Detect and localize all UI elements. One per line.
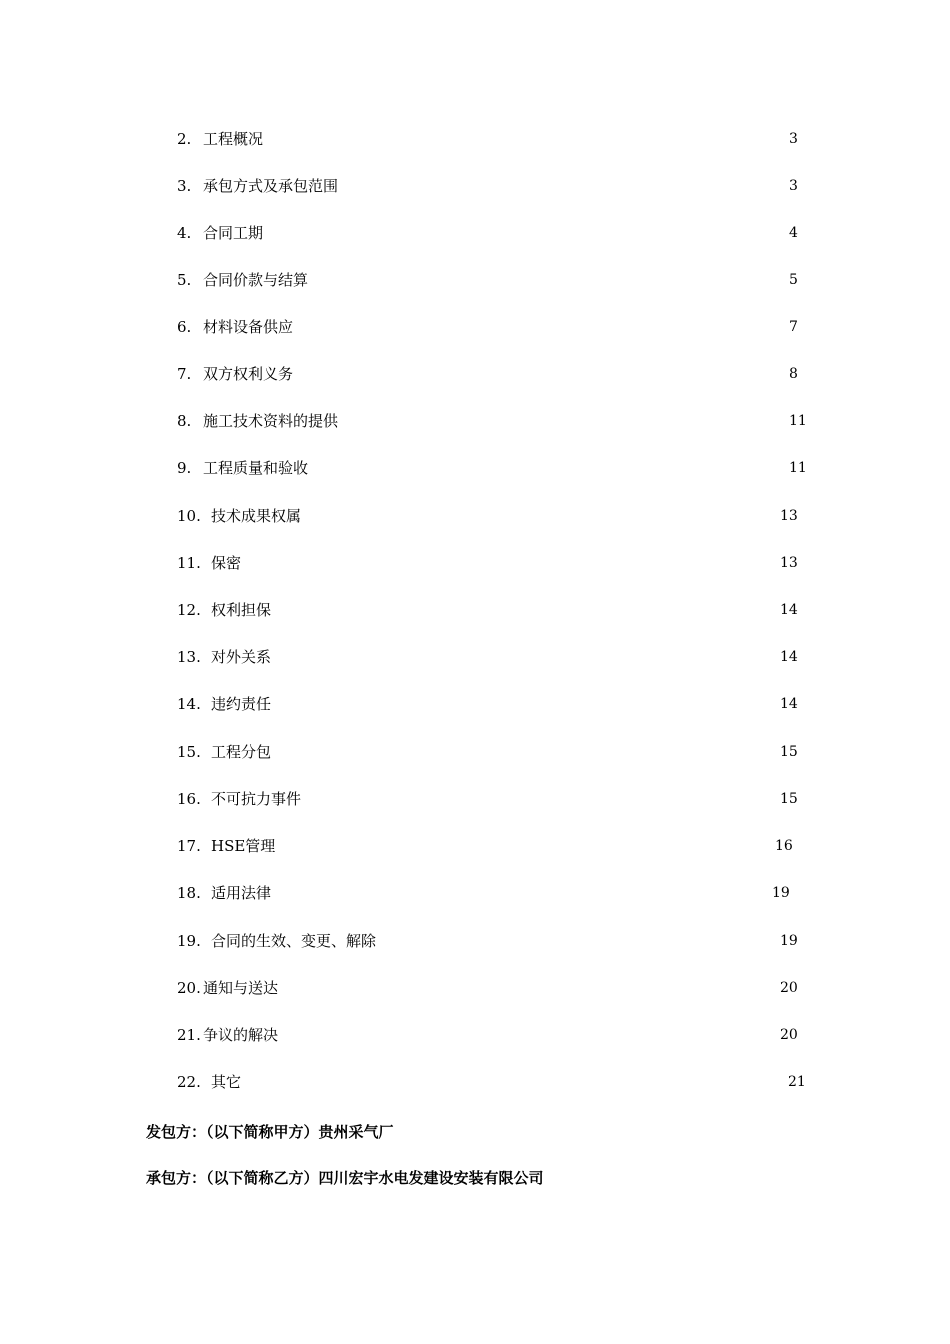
toc-page-number: 7 <box>789 319 798 335</box>
toc-leader-dots <box>242 551 763 575</box>
toc-number: 22. <box>177 1073 201 1091</box>
toc-row <box>177 504 827 528</box>
toc-leader-dots <box>302 504 747 528</box>
toc-number: 16. <box>177 790 201 808</box>
toc-number: 11. <box>177 554 201 572</box>
toc-leader-dots <box>272 740 747 764</box>
toc-row <box>177 1023 827 1047</box>
toc-page-number: 3 <box>789 178 798 194</box>
toc-row <box>177 787 827 811</box>
toc-row <box>177 598 827 622</box>
toc-page-number: 21 <box>788 1074 806 1090</box>
toc-row <box>177 929 827 953</box>
toc-title: 材料设备供应 <box>203 318 294 336</box>
toc-leader-dots <box>309 456 772 480</box>
toc-row <box>177 740 827 764</box>
toc-number: 10. <box>177 507 201 525</box>
toc-row <box>177 268 827 292</box>
toc-leader-dots <box>242 1070 764 1094</box>
toc-title: 施工技术资料的提供 <box>203 412 339 430</box>
toc-title: 工程分包 <box>211 743 272 761</box>
employer-line: 发包方：（以下简称甲方）贵州采气厂 <box>146 1123 394 1141</box>
toc-title: 承包方式及承包范围 <box>203 177 339 195</box>
toc-leader-dots <box>294 362 772 386</box>
toc-row <box>177 456 827 480</box>
toc-row <box>177 881 827 905</box>
toc-page-number: 11 <box>789 413 807 429</box>
toc-page-number: 15 <box>780 744 798 760</box>
toc-title: 工程概况 <box>203 130 264 148</box>
toc-number: 19. <box>177 932 201 950</box>
toc-row <box>177 315 827 339</box>
toc-number: 8. <box>177 412 192 430</box>
toc-row <box>177 409 827 433</box>
toc-leader-dots <box>272 598 763 622</box>
toc-row <box>177 174 827 198</box>
toc-title: 通知与送达 <box>203 979 279 997</box>
toc-row <box>177 362 827 386</box>
contractor-line: 承包方：（以下简称乙方）四川宏宇水电发建设安装有限公司 <box>146 1169 544 1187</box>
toc-page-number: 14 <box>780 696 798 712</box>
toc-leader-dots <box>309 268 772 292</box>
toc-number: 6. <box>177 318 192 336</box>
toc-row <box>177 692 827 716</box>
toc-row <box>177 127 827 151</box>
toc-leader-dots <box>276 834 741 858</box>
toc-leader-dots <box>264 221 772 245</box>
toc-page-number: 8 <box>789 366 798 382</box>
toc-number: 7. <box>177 365 192 383</box>
toc-number: 4. <box>177 224 192 242</box>
toc-title: 合同工期 <box>203 224 264 242</box>
toc-row <box>177 645 827 669</box>
toc-page-number: 11 <box>789 460 807 476</box>
toc-number: 21. <box>177 1026 201 1044</box>
toc-page-number: 19 <box>780 933 798 949</box>
toc-title: 技术成果权属 <box>211 507 302 525</box>
toc-leader-dots <box>279 1023 755 1047</box>
toc-row <box>177 976 827 1000</box>
toc-page-number: 13 <box>780 508 798 524</box>
toc-number: 14. <box>177 695 201 713</box>
toc-page-number: 16 <box>775 838 793 854</box>
toc-leader-dots <box>279 976 755 1000</box>
toc-page-number: 4 <box>789 225 798 241</box>
toc-page-number: 3 <box>789 131 798 147</box>
toc-leader-dots <box>377 929 747 953</box>
toc-number: 3. <box>177 177 192 195</box>
toc-number: 5. <box>177 271 192 289</box>
toc-page-number: 19 <box>772 885 790 901</box>
toc-page-number: 15 <box>780 791 798 807</box>
toc-title: 工程质量和验收 <box>203 459 309 477</box>
toc-row <box>177 1070 827 1094</box>
toc-row <box>177 551 827 575</box>
toc-title: 双方权利义务 <box>203 365 294 383</box>
toc-page-number: 5 <box>789 272 798 288</box>
toc-title: 合同价款与结算 <box>203 271 309 289</box>
toc-leader-dots <box>339 174 755 198</box>
toc-title: 不可抗力事件 <box>211 790 302 808</box>
toc-title: 违约责任 <box>211 695 272 713</box>
toc-number: 9. <box>177 459 192 477</box>
toc-leader-dots <box>272 692 747 716</box>
toc-title: 合同的生效、变更、解除 <box>211 932 377 950</box>
toc-leader-dots <box>294 315 755 339</box>
toc-title: 适用法律 <box>211 884 272 902</box>
toc-leader-dots <box>339 409 772 433</box>
toc-row <box>177 834 827 858</box>
toc-number: 15. <box>177 743 201 761</box>
toc-page-number: 14 <box>780 649 798 665</box>
toc-title: 争议的解决 <box>203 1026 279 1044</box>
toc-leader-dots <box>272 881 747 905</box>
toc-title: 其它 <box>211 1073 242 1091</box>
toc-number: 13. <box>177 648 201 666</box>
toc-number: 18. <box>177 884 201 902</box>
toc-leader-dots <box>264 127 755 151</box>
toc-title: 权利担保 <box>211 601 272 619</box>
toc-page-number: 14 <box>780 602 798 618</box>
toc-leader-dots <box>302 787 730 811</box>
toc-number: 20. <box>177 979 201 997</box>
toc-page-number: 20 <box>780 1027 798 1043</box>
toc-title: 保密 <box>211 554 242 572</box>
toc-row <box>177 221 827 245</box>
toc-title: 对外关系 <box>211 648 272 666</box>
toc-title: HSE管理 <box>211 837 276 855</box>
toc-number: 2. <box>177 130 192 148</box>
toc-number: 17. <box>177 837 201 855</box>
toc-page-number: 20 <box>780 980 798 996</box>
toc-page-number: 13 <box>780 555 798 571</box>
toc-number: 12. <box>177 601 201 619</box>
toc-leader-dots <box>272 645 747 669</box>
